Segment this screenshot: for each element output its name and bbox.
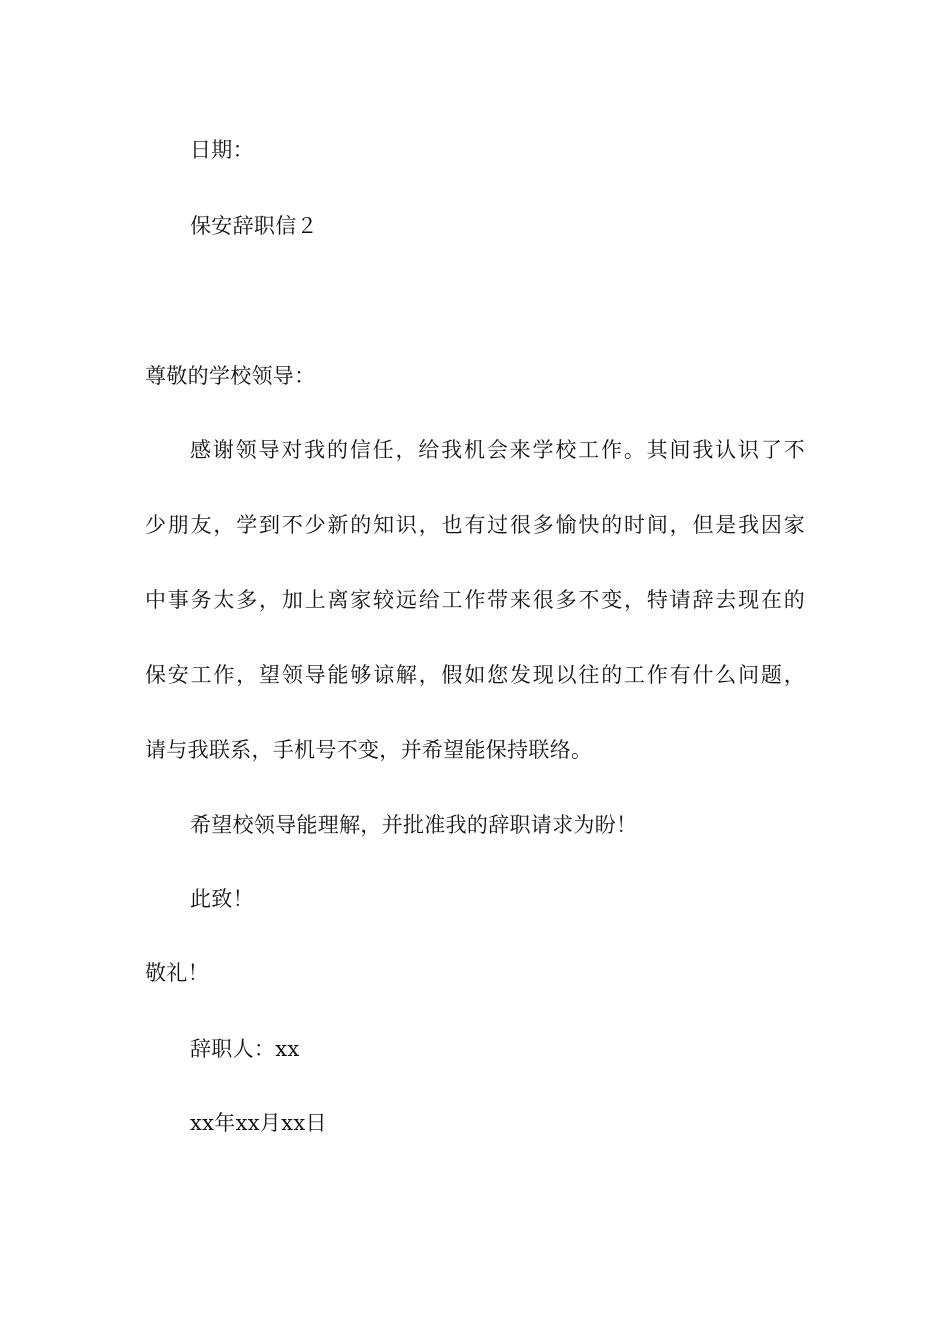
salutation: 尊敬的学校领导： (145, 364, 316, 388)
hope-line: 希望校领导能理解，并批准我的辞职请求为盼！ (190, 813, 638, 837)
body-line-5: 请与我联系，手机号不变，并希望能保持联络。 (145, 738, 593, 762)
letter-title: 保安辞职信２ (190, 214, 318, 238)
body-line-2: 少朋友，学到不少新的知识，也有过很多愉快的时间，但是我因家 (145, 513, 805, 537)
body-line-3: 中事务太多，加上离家较远给工作带来很多不变，特请辞去现在的 (145, 588, 805, 612)
signer-line: 辞职人：xx (190, 1037, 300, 1061)
sign-date: xx年xx月xx日 (190, 1111, 327, 1135)
closing-cizhi: 此致！ (190, 887, 254, 911)
body-line-4: 保安工作，望领导能够谅解，假如您发现以往的工作有什么问题， (145, 663, 805, 687)
closing-jingli: 敬礼！ (145, 961, 209, 985)
date-label: 日期： (190, 138, 254, 162)
body-line-1: 感谢领导对我的信任，给我机会来学校工作。其间我认识了不 (190, 438, 805, 462)
